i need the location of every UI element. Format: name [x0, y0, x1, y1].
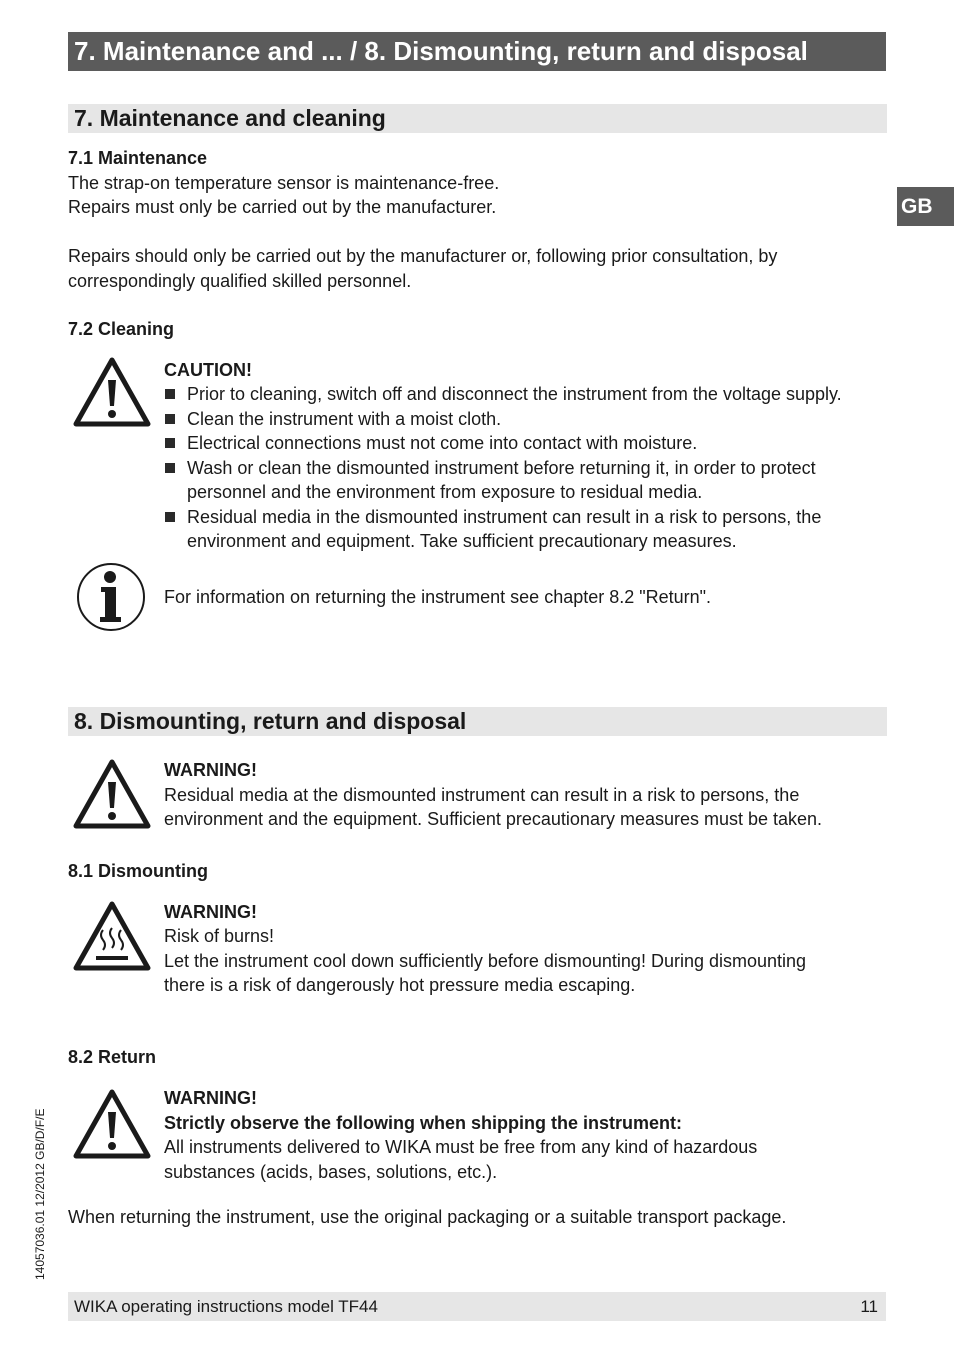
return-bold-line: Strictly observe the following when shipping the instrument: [164, 1113, 683, 1133]
maintenance-line-2: Repairs must only be carried out by the manufacturer. [68, 197, 497, 217]
dismounting-warning-label: WARNING! [164, 902, 257, 922]
page-number: 11 [860, 1297, 878, 1316]
document-code: 14057036.01 12/2012 GB/D/F/E [33, 1108, 47, 1280]
maintenance-line-1: The strap-on temperature sensor is maintenance-free. [68, 173, 500, 193]
return-line-1: All instruments delivered to WIKA must be free from any kind of hazardous [164, 1137, 758, 1157]
list-item: Wash or clean the dismounted instrument before returning it, in order to protect personnel and the environment from exposure to residual media. [164, 456, 859, 505]
return-heading: 8.2 Return [68, 1047, 157, 1067]
language-tab: GB [897, 187, 954, 226]
list-item: Residual media in the dismounted instrument can result in a risk to persons, the environment and equipment. Take sufficient precautionary measures. [164, 505, 859, 554]
repairs-paragraph-line-2: correspondingly qualified skilled personnel. [68, 271, 412, 291]
dismounting-line-3: there is a risk of dangerously hot pressure media escaping. [164, 975, 636, 995]
warning-label: WARNING! [164, 760, 257, 780]
warning-triangle-icon [72, 758, 152, 830]
dismounting-heading: 8.1 Dismounting [68, 861, 209, 881]
warning-line-2: environment and the equipment. Sufficient precautionary measures must be taken. [164, 809, 823, 829]
info-text: For information on returning the instrument see chapter 8.2 "Return". [164, 587, 712, 607]
dismounting-line-1: Risk of burns! [164, 926, 275, 946]
page-header-title: 7. Maintenance and ... / 8. Dismounting, return and disposal [68, 32, 886, 71]
page-footer [68, 1292, 886, 1321]
dismounting-line-2: Let the instrument cool down sufficiently before dismounting! During dismounting [164, 951, 807, 971]
warning-triangle-icon [72, 1088, 152, 1160]
section-8-title: 8. Dismounting, return and disposal [68, 707, 887, 736]
list-item: Electrical connections must not come into contact with moisture. [164, 431, 884, 456]
return-warning-label: WARNING! [164, 1088, 257, 1108]
cleaning-bullet-list [164, 382, 884, 554]
return-closing-text: When returning the instrument, use the original packaging or a suitable transport package. [68, 1207, 787, 1227]
caution-label: CAUTION! [164, 360, 252, 380]
warning-triangle-icon [72, 356, 152, 428]
info-circle-icon [75, 561, 147, 633]
list-item: Prior to cleaning, switch off and disconnect the instrument from the voltage supply. [164, 382, 884, 407]
hot-surface-warning-icon [72, 900, 152, 972]
repairs-paragraph-line-1: Repairs should only be carried out by the manufacturer or, following prior consultation, by [68, 246, 778, 266]
footer-text: WIKA operating instructions model TF44 [74, 1297, 378, 1316]
return-line-2: substances (acids, bases, solutions, etc.). [164, 1162, 498, 1182]
list-item: Clean the instrument with a moist cloth. [164, 407, 884, 432]
warning-line-1: Residual media at the dismounted instrument can result in a risk to persons, the [164, 785, 800, 805]
section-7-title: 7. Maintenance and cleaning [68, 104, 887, 133]
cleaning-heading: 7.2 Cleaning [68, 319, 175, 339]
maintenance-heading: 7.1 Maintenance [68, 148, 208, 168]
